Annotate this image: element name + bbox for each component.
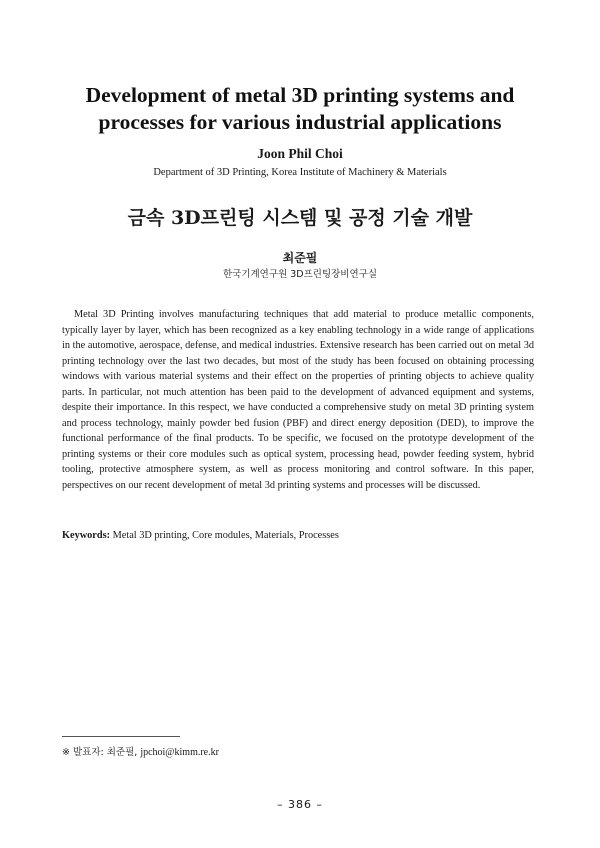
footnote-email: jpchoi@kimm.re.kr (140, 747, 219, 758)
footnote-divider (62, 736, 180, 737)
author-affiliation-ko: 한국기계연구원 3D프린팅장비연구실 (222, 269, 378, 280)
abstract-paragraph: Metal 3D Printing involves manufacturing techniques that add material to produce metallic components, typically layer by layer, which has been recognized as a key enabling technology in a wide range of applications in the automotive, aerospace, defense, and medical industries. Extensive research has been carried out on metal 3d printing technology over the last two decades, but most of the study has been focused on obtaining processing windows with various material systems and their effect on the properties of printing objects to achieve quality parts. In particular, not much attention has been paid to the development of advanced equipment and systems, despite their importance. In this respect, we have conducted a comprehensive study on metal 3D printing system and process technology, mainly powder bed fusion (PBF) and direct energy deposition (DED), to improve the functional performance of the final products. To be specific, we focused on the prototype development of the printing systems or their core modules such as optical system, processing head, powder feeding system, hybrid tooling, protective atmosphere system, as well as process monitoring and control software. In this paper, perspectives on our recent development of metal 3d printing systems and processes will be discussed. (62, 309, 534, 491)
author-name-en: Joon Phil Choi (257, 146, 343, 161)
author-affiliation-en: Department of 3D Printing, Korea Institute of Machinery & Materials (153, 167, 447, 178)
keywords-line (62, 528, 534, 543)
presenter-footnote (62, 746, 219, 760)
keywords-text: Metal 3D printing, Core modules, Materials, Processes (110, 530, 339, 541)
page-number: – 386 – (277, 798, 323, 811)
paper-title-en-line2: processes for various industrial applications (98, 110, 502, 134)
author-name-ko: 최준필 (282, 251, 318, 265)
keywords-label: Keywords: (62, 530, 111, 541)
paper-title-en-line1: Development of metal 3D printing systems and (85, 83, 515, 107)
paper-title-ko: 금속 3D프린팅 시스템 및 공정 기술 개발 (127, 207, 473, 229)
paper-title-en (40, 82, 560, 136)
footnote-prefix: ※ 발표자: 최준필, (62, 747, 141, 758)
